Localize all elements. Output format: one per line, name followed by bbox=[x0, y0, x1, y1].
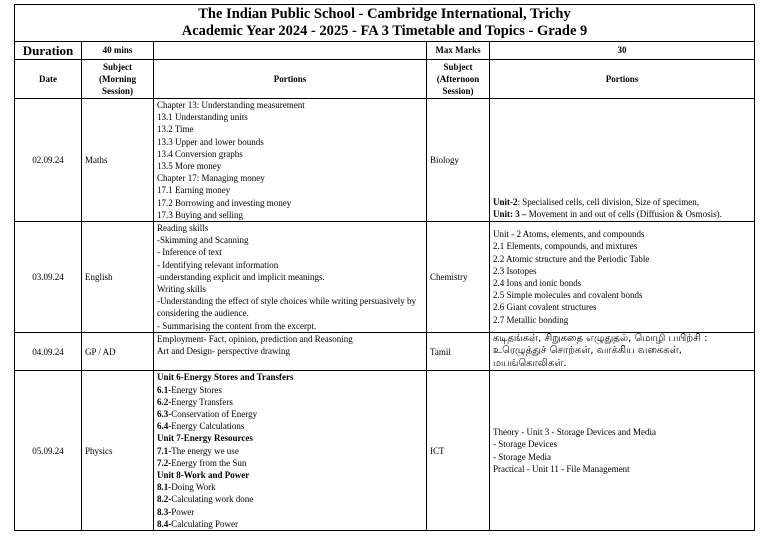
portion-line: - Inference of text bbox=[157, 247, 222, 258]
date-cell: 04.09.24 bbox=[15, 332, 82, 371]
portion-line: 17.1 Earning money bbox=[157, 185, 231, 196]
portion-line: 13.1 Understanding units bbox=[157, 112, 248, 123]
portions-cell bbox=[154, 99, 427, 222]
table-row bbox=[15, 99, 755, 222]
subject-cell: Chemistry bbox=[427, 222, 490, 333]
col-header-subject-morning: Subject (Morning Session) bbox=[82, 60, 154, 99]
unit-text: Energy Transfers bbox=[171, 396, 233, 407]
max-marks-value: 30 bbox=[490, 42, 755, 60]
portion-line: - Summarising the content from the excerpt. bbox=[157, 320, 317, 331]
subject-cell: Biology bbox=[427, 99, 490, 222]
portion-line: - Storage Media bbox=[493, 451, 551, 462]
subject-cell: Physics bbox=[82, 371, 154, 531]
col-header-portions-morning: Portions bbox=[154, 60, 427, 99]
col-header-portions-afternoon: Portions bbox=[490, 60, 755, 99]
column-header-row bbox=[15, 60, 755, 99]
unit-text: Doing Work bbox=[171, 482, 216, 493]
unit-label: 8.1- bbox=[157, 482, 172, 493]
unit-text: The energy we use bbox=[171, 445, 239, 456]
portion-line: 17.3 Buying and selling bbox=[157, 209, 243, 220]
portion-line: 17.2 Borrowing and investing money bbox=[157, 197, 292, 208]
unit-text: Movement in and out of cells (Diffusion & Osmosis). bbox=[526, 208, 722, 219]
portion-line bbox=[157, 445, 423, 457]
date-cell: 02.09.24 bbox=[15, 99, 82, 222]
unit-text: Calculating Power bbox=[171, 518, 238, 529]
col-header-subject-afternoon: Subject (Afternoon Session) bbox=[427, 60, 490, 99]
portion-line: - Identifying relevant information bbox=[157, 259, 279, 270]
portion-line bbox=[157, 432, 423, 444]
portion-line: Reading skills bbox=[157, 223, 209, 234]
school-title: The Indian Public School - Cambridge International, Trichy bbox=[198, 6, 571, 22]
portion-line bbox=[157, 518, 423, 530]
portion-line: 2.7 Metallic bonding bbox=[493, 314, 569, 325]
portions-cell bbox=[490, 222, 755, 333]
portion-line: 2.3 Isotopes bbox=[493, 265, 537, 276]
unit-text: Power bbox=[171, 506, 195, 517]
portion-line: Writing skills bbox=[157, 284, 206, 295]
portion-line bbox=[157, 384, 423, 396]
unit-text: Energy Calculations bbox=[171, 421, 245, 432]
table-row bbox=[15, 371, 755, 531]
portion-line bbox=[157, 408, 423, 420]
portion-line: 2.1 Elements, compounds, and mixtures bbox=[493, 241, 638, 252]
unit-label: 6.3- bbox=[157, 408, 172, 419]
subject-cell: GP / AD bbox=[82, 332, 154, 371]
subject-cell: ICT bbox=[427, 371, 490, 531]
portion-line bbox=[157, 420, 423, 432]
portions-cell bbox=[154, 222, 427, 333]
portions-cell bbox=[490, 332, 755, 371]
portion-line: 13.2 Time bbox=[157, 124, 194, 135]
portion-line: Employment- Fact, opinion, prediction and Reasoning bbox=[157, 333, 353, 344]
portion-line: Chapter 17: Managing money bbox=[157, 173, 265, 184]
date-cell: 05.09.24 bbox=[15, 371, 82, 531]
portions-cell bbox=[490, 371, 755, 531]
portion-line bbox=[157, 371, 423, 383]
unit-label: 8.2- bbox=[157, 494, 172, 505]
unit-label: Unit-2 bbox=[493, 196, 518, 207]
title-cell bbox=[15, 5, 755, 42]
portion-line: 2.2 Atomic structure and the Periodic Table bbox=[493, 253, 650, 264]
portion-line: 13.4 Conversion graphs bbox=[157, 148, 243, 159]
portion-line: 2.5 Simple molecules and covalent bonds bbox=[493, 290, 643, 301]
col-header-date: Date bbox=[15, 60, 82, 99]
unit-label: Unit: 3 – bbox=[493, 208, 527, 219]
unit-label: 6.2- bbox=[157, 396, 172, 407]
duration-spacer bbox=[154, 42, 427, 60]
unit-label: 8.4- bbox=[157, 518, 172, 529]
duration-value: 40 mins bbox=[82, 42, 154, 60]
portion-line: கடிதங்கள், சிறுகதை எழுதுதல், மொழி பயிற்சி : உரெழுத்துச் சொற்கள், வாக்கிய வகைகள், மயங்கொலிகள். bbox=[493, 332, 708, 369]
portion-line bbox=[157, 457, 423, 469]
timetable-subtitle: Academic Year 2024 - 2025 - FA 3 Timetable and Topics - Grade 9 bbox=[181, 23, 588, 39]
portion-line: -Skimming and Scanning bbox=[157, 235, 249, 246]
portion-line bbox=[157, 396, 423, 408]
portion-line: Chapter 13: Understanding measurement bbox=[157, 100, 305, 110]
portions-cell bbox=[490, 99, 755, 222]
unit-text: Calculating work done bbox=[171, 494, 254, 505]
unit-label: Unit 8-Work and Power bbox=[157, 469, 250, 480]
unit-label: 6.1- bbox=[157, 384, 172, 395]
unit-label: Unit 7-Energy Resources bbox=[157, 433, 253, 444]
unit-text: Energy Stores bbox=[171, 384, 222, 395]
unit-label: 8.3- bbox=[157, 506, 172, 517]
unit-text: Energy from the Sun bbox=[171, 457, 247, 468]
max-marks-label: Max Marks bbox=[427, 42, 490, 60]
timetable bbox=[14, 4, 755, 531]
subject-cell: Maths bbox=[82, 99, 154, 222]
table-row bbox=[15, 332, 755, 371]
unit-label: 7.1- bbox=[157, 445, 172, 456]
title-row bbox=[15, 5, 755, 42]
unit-label: Unit 6-Energy Stores and Transfers bbox=[157, 372, 294, 383]
subject-cell: Tamil bbox=[427, 332, 490, 371]
portion-line: 13.3 Upper and lower bounds bbox=[157, 136, 264, 147]
portion-line: 2.4 Ions and ionic bonds bbox=[493, 277, 582, 288]
portion-line: Practical - Unit 11 - File Management bbox=[493, 463, 630, 474]
portion-line: Art and Design- perspective drawing bbox=[157, 346, 290, 357]
portion-line: -Understanding the effect of style choices while writing persuasively by considering the audience. bbox=[157, 296, 417, 319]
portion-line bbox=[157, 506, 423, 518]
unit-label: 7.2- bbox=[157, 457, 172, 468]
portion-line bbox=[157, 469, 423, 481]
portion-line: 13.5 More money bbox=[157, 161, 222, 172]
duration-row bbox=[15, 42, 755, 60]
portion-line: -understanding explicit and implicit meanings. bbox=[157, 271, 325, 282]
portion-line bbox=[493, 196, 751, 208]
unit-text: : Specialised cells, cell division, Size of specimen, bbox=[517, 196, 699, 207]
unit-label: 6.4- bbox=[157, 421, 172, 432]
portions-cell bbox=[154, 371, 427, 531]
portion-line: Theory - Unit 3 - Storage Devices and Media bbox=[493, 427, 656, 438]
portion-line: Unit - 2 Atoms, elements, and compounds bbox=[493, 229, 645, 240]
unit-text: Conservation of Energy bbox=[171, 408, 258, 419]
duration-label: Duration bbox=[15, 42, 82, 60]
portions-cell bbox=[154, 332, 427, 371]
portion-line bbox=[157, 493, 423, 505]
date-cell: 03.09.24 bbox=[15, 222, 82, 333]
subject-cell: English bbox=[82, 222, 154, 333]
portion-line bbox=[493, 208, 751, 220]
portion-line: - Storage Devices bbox=[493, 439, 557, 450]
table-row bbox=[15, 222, 755, 333]
portion-line bbox=[157, 481, 423, 493]
portion-line: 2.6 Giant covalent structures bbox=[493, 302, 597, 313]
